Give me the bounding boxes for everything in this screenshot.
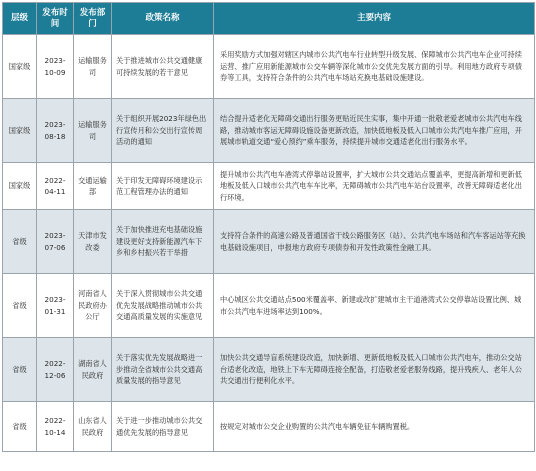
cell-policy: 关于落实优先发展战略进一步推动全省城市公共交通高质量发展的指导意见 (112, 338, 214, 402)
cell-policy: 关于推进城市公共交通健康可持续发展的若干意见 (112, 35, 214, 99)
cell-date: 2023-01-31 (37, 274, 74, 338)
cell-content: 支持符合条件的高速公路及普通国省干线公路服务区（站）、公共汽电车场站和汽车客运站等充换电基础设施项目，申报地方政府专项债券和开发性政策性金融工具。 (214, 210, 535, 274)
cell-level: 省级 (3, 338, 37, 402)
cell-content: 按规定对城市公交企业购置的公共汽电车辆免征车辆购置税。 (214, 402, 535, 452)
cell-level: 国家级 (3, 163, 37, 210)
table-row (3, 210, 535, 274)
header-content: 主要内容 (214, 3, 535, 35)
cell-date: 2022-10-14 (37, 402, 74, 452)
header-level: 层级 (3, 3, 37, 35)
cell-level: 国家级 (3, 99, 37, 163)
table-row (3, 274, 535, 338)
cell-content: 结合提升适老化无障碍交通出行服务更贴近民生实事，集中开通一批敬老爱老城市公共汽电车线路，推动城市客运无障碍设施设备更新改造，加快低地板及低入口城市公共汽电车推广应用，开展城市轨道交通“爱心预约”乘车服务，持续提升城市交通适老化出行服务水平。 (214, 99, 535, 163)
cell-policy: 关于组织开展2023年绿色出行宣传月和公交出行宣传周活动的通知 (112, 99, 214, 163)
header-dept: 发布部门 (74, 3, 112, 35)
header-policy: 政策名称 (112, 3, 214, 35)
cell-content: 加快公共交通导盲系统建设改造，加快新增、更新低地板及低入口城市公共汽电车，推动公交站台适老化改造，地铁上下车无障碍连接全配备，打造敬老爱老服务线路，提升残疾人、老年人公共交通出行便利化水平。 (214, 338, 535, 402)
cell-dept: 天津市发改委 (74, 210, 112, 274)
cell-dept: 交通运输部 (74, 163, 112, 210)
cell-policy: 关于加快推进充电基础设施建设更好支持新能源汽车下乡和乡村振兴若干举措 (112, 210, 214, 274)
table-row (3, 35, 535, 99)
cell-content: 中心城区公共交通站点500米覆盖率、新建或改扩建城市主干道港湾式公交停靠站设置比例、城市公共汽电车进场率达到100%。 (214, 274, 535, 338)
cell-level: 省级 (3, 402, 37, 452)
cell-dept: 运输服务司 (74, 99, 112, 163)
table-row (3, 338, 535, 402)
cell-dept: 山东省人民政府 (74, 402, 112, 452)
cell-date: 2022-12-06 (37, 338, 74, 402)
cell-policy: 关于印发无障碍环境建设示范工程管理办法的通知 (112, 163, 214, 210)
cell-date: 2022-04-11 (37, 163, 74, 210)
cell-dept: 湖南省人民政府 (74, 338, 112, 402)
cell-dept: 河南省人民政府办公厅 (74, 274, 112, 338)
cell-content: 采用奖励方式加强对辖区内城市公共汽电车行业转型升级发展、保障城市公共汽电车企业可持续运营、推广应用新能源城市公交车辆等深化城市公交优先发展方面的引导。利用地方政府专项债券等工具，支持符合条件的公共汽电车场站充换电基础设施建设。 (214, 35, 535, 99)
cell-policy: 关于深入贯彻城市公共交通优先发展战略推动城市公共交通高质量发展的实施意见 (112, 274, 214, 338)
header-date: 发布时间 (37, 3, 74, 35)
cell-date: 2023-10-09 (37, 35, 74, 99)
cell-level: 省级 (3, 210, 37, 274)
table-row (3, 163, 535, 210)
cell-content: 提升城市公共汽电车港湾式停靠站设置率，扩大城市公共交通站点覆盖率，更提高新增和更新低地板及低入口城市公共汽电车车比率，无障碍城市公共汽电车站台设置率，改善无障碍适老化出行环境。 (214, 163, 535, 210)
table-row (3, 402, 535, 452)
cell-date: 2023-08-18 (37, 99, 74, 163)
cell-dept: 运输服务司 (74, 35, 112, 99)
table-header-row (3, 3, 535, 35)
table-row (3, 99, 535, 163)
cell-date: 2023-07-06 (37, 210, 74, 274)
policy-table (2, 2, 535, 452)
cell-level: 国家级 (3, 35, 37, 99)
cell-policy: 关于进一步推动城市公共交通优先发展的指导意见 (112, 402, 214, 452)
cell-level: 省级 (3, 274, 37, 338)
